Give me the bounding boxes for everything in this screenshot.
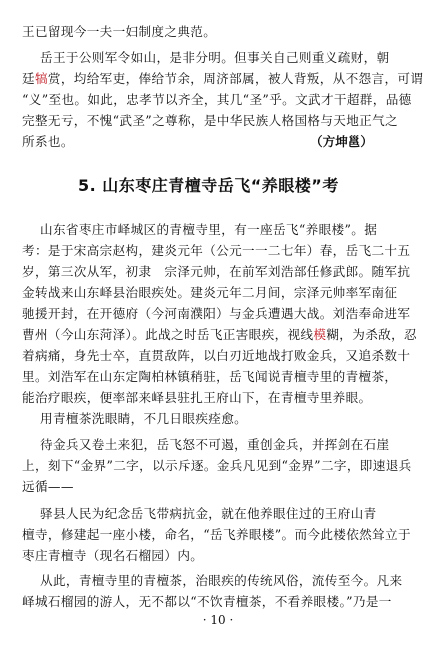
text-line: 檀寺，修建起一座小楼，命名，“岳飞养眼楼”。而今此楼依然耸立于 bbox=[22, 527, 411, 542]
highlighted-character: 犒 bbox=[34, 71, 48, 86]
text-line: 枣庄青檀寺（现名石榴园）内。 bbox=[22, 548, 204, 563]
text-fragment: 曹州（今山东菏泽）。此战之时岳飞正害眼疾，视线 bbox=[22, 327, 314, 342]
text-line: 从此，青檀寺里的青檀茶，治眼疾的传统风俗，流传至今。凡来 bbox=[40, 573, 403, 588]
highlighted-character: 模 bbox=[313, 327, 327, 342]
text-line: 远循—— bbox=[22, 479, 74, 494]
page-number: · 10 · bbox=[202, 613, 234, 627]
text-line: 山东省枣庄市峄城区的青檀寺里，有一座岳飞“养眼楼”。据 bbox=[40, 222, 378, 237]
text-line: 用青檀茶洗眼睛，不几日眼疾痊愈。 bbox=[40, 411, 248, 426]
text-line: 驰援开封，在开德府（今河南濮阳）与金兵遭遇大战。刘浩奉命进军 bbox=[22, 306, 411, 321]
text-fragment: 赏，均给军吏，俸给节余，周济部属，被人背叛，从不怨言，可谓 bbox=[47, 71, 424, 86]
text-fragment: 廷 bbox=[22, 71, 35, 86]
text-line: 金转战来山东峄县治眼疾处。建炎元年二月间，宗泽元帅率军南征 bbox=[22, 285, 398, 300]
text-fragment: 糊，为杀敌，忍 bbox=[326, 327, 417, 342]
author-signature: （方坤邕） bbox=[310, 134, 373, 149]
text-line bbox=[22, 326, 417, 344]
text-line: 岁，第三次从军，初隶 宗泽元帅，在前军刘浩部任修武郎。随军抗 bbox=[22, 264, 411, 279]
text-line: 上，刻下“金界”二字，以示斥逐。金兵凡见到“金界”二字，即速退兵 bbox=[22, 458, 412, 473]
text-line: 里。刘浩军在山东定陶柏林镇稍驻，岳飞闻说青檀寺里的青檀茶， bbox=[22, 369, 398, 384]
text-line: 峄城石榴园的游人，无不都以“不饮青檀茶，不看养眼楼。”乃是一 bbox=[22, 594, 392, 609]
text-line: “义”至也。如此，忠孝节以齐全，其几“圣”乎。文武才干超群，品德 bbox=[22, 92, 412, 107]
text-line: 驿县人民为纪念岳飞带病抗金，就在他养眼住过的王府山青 bbox=[40, 506, 377, 521]
text-line: 完整无亏，不愧“武圣”之尊称，是中华民族人格国格与天地正气之 bbox=[22, 113, 399, 128]
text-line: 岳王于公则军令如山，是非分明。但事关自己则重义疏财，朝 bbox=[40, 50, 390, 65]
text-line: 待金兵又卷土来犯，岳飞怒不可遏，重创金兵，并挥剑在石崖 bbox=[40, 437, 390, 452]
text-line bbox=[22, 70, 423, 88]
text-line: 着病痛，身先士卒，直贯敌阵，以白刃近地战打败金兵，又追杀数十 bbox=[22, 348, 411, 363]
text-line: 考：是于宋高宗赵构，建炎元年（公元一一二七年）春，岳飞二十五 bbox=[22, 243, 411, 258]
section-title: 5. 山东枣庄青檀寺岳飞“养眼楼”考 bbox=[78, 176, 339, 195]
text-line: 所系也。 bbox=[22, 134, 74, 149]
text-line: 王已留现今一夫一妇制度之典范。 bbox=[22, 24, 217, 39]
text-line: 能治疗眼疾，便率部来峄县驻扎王府山下，在青檀寺里养眼。 bbox=[22, 390, 372, 405]
